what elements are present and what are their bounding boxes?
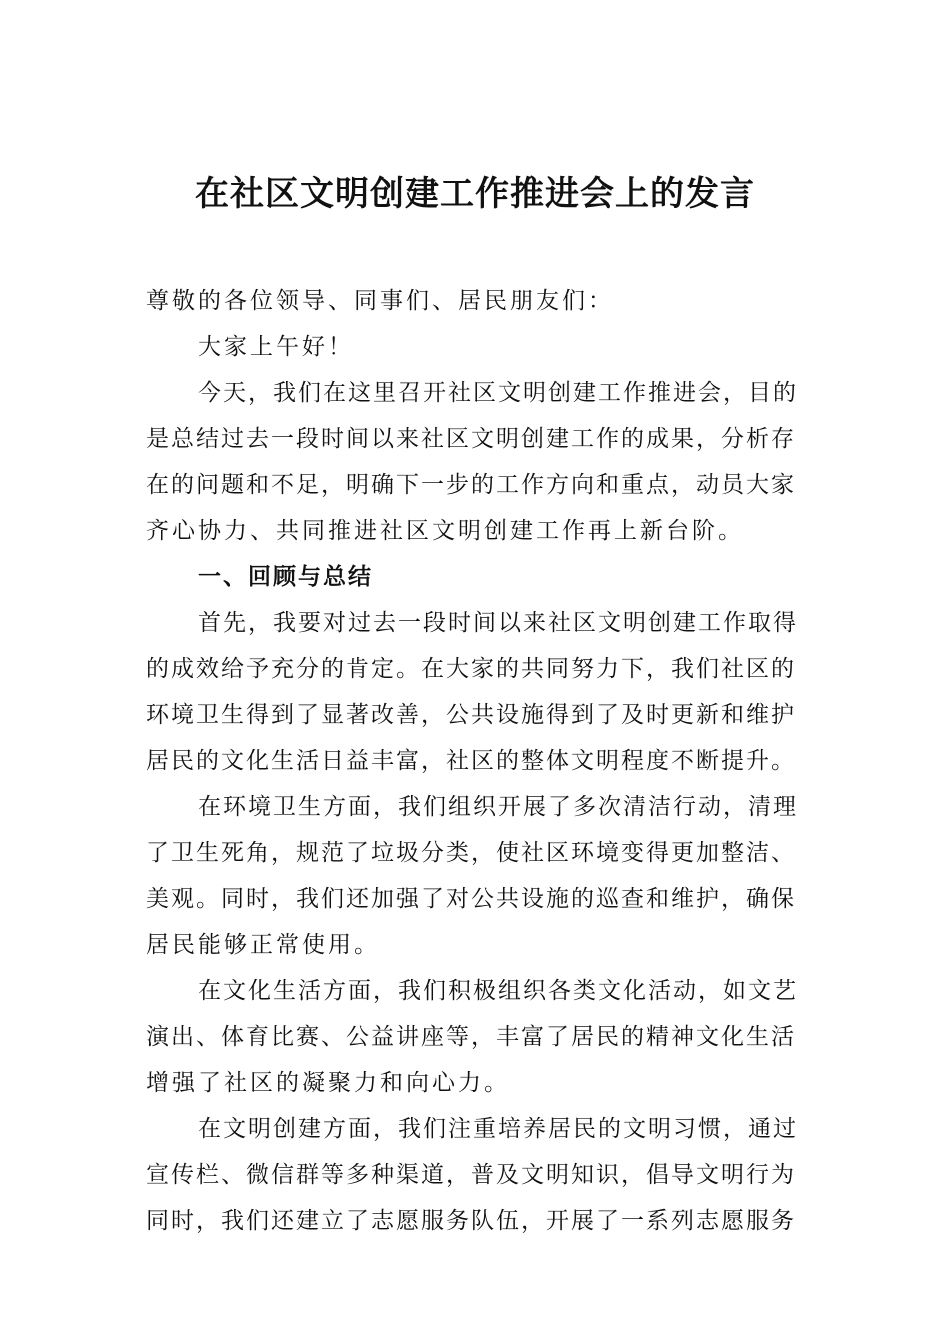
- section-heading: 一、回顾与总结: [198, 564, 373, 590]
- paragraph-line: 首先，我要对过去一段时间以来社区文明创建工作取得: [198, 610, 798, 636]
- paragraph-line: 今天，我们在这里召开社区文明创建工作推进会，目的: [198, 380, 798, 406]
- paragraph-line: 同时，我们还建立了志愿服务队伍，开展了一系列志愿服务: [146, 1208, 796, 1234]
- paragraph-line: 的成效给予充分的肯定。在大家的共同努力下，我们社区的: [146, 656, 796, 682]
- paragraph-line: 演出、体育比赛、公益讲座等，丰富了居民的精神文化生活: [146, 1024, 796, 1050]
- paragraph-line: 了卫生死角，规范了垃圾分类，使社区环境变得更加整洁、: [146, 840, 796, 866]
- paragraph-line: 环境卫生得到了显著改善，公共设施得到了及时更新和维护: [146, 702, 796, 728]
- paragraph-line: 增强了社区的凝聚力和向心力。: [146, 1070, 510, 1096]
- document-title: 在社区文明创建工作推进会上的发言: [195, 174, 755, 214]
- paragraph-line: 宣传栏、微信群等多种渠道，普及文明知识，倡导文明行为: [146, 1162, 796, 1188]
- paragraph-line: 尊敬的各位领导、同事们、居民朋友们：: [146, 288, 614, 314]
- paragraph-line: 齐心协力、共同推进社区文明创建工作再上新台阶。: [146, 518, 744, 544]
- paragraph-line: 在文明创建方面，我们注重培养居民的文明习惯，通过: [198, 1116, 798, 1142]
- paragraph-line: 大家上午好！: [198, 334, 354, 360]
- document-body: [146, 278, 808, 1244]
- paragraph-line: 在的问题和不足，明确下一步的工作方向和重点，动员大家: [146, 472, 796, 498]
- paragraph-line: 居民能够正常使用。: [146, 932, 380, 958]
- paragraph-line: 是总结过去一段时间以来社区文明创建工作的成果，分析存: [146, 426, 796, 452]
- paragraph-line: 在环境卫生方面，我们组织开展了多次清洁行动，清理: [198, 794, 798, 820]
- paragraph-line: 居民的文化生活日益丰富，社区的整体文明程度不断提升。: [146, 748, 796, 774]
- paragraph-line: 在文化生活方面，我们积极组织各类文化活动，如文艺: [198, 978, 798, 1004]
- paragraph-line: 美观。同时，我们还加强了对公共设施的巡查和维护，确保: [146, 886, 796, 912]
